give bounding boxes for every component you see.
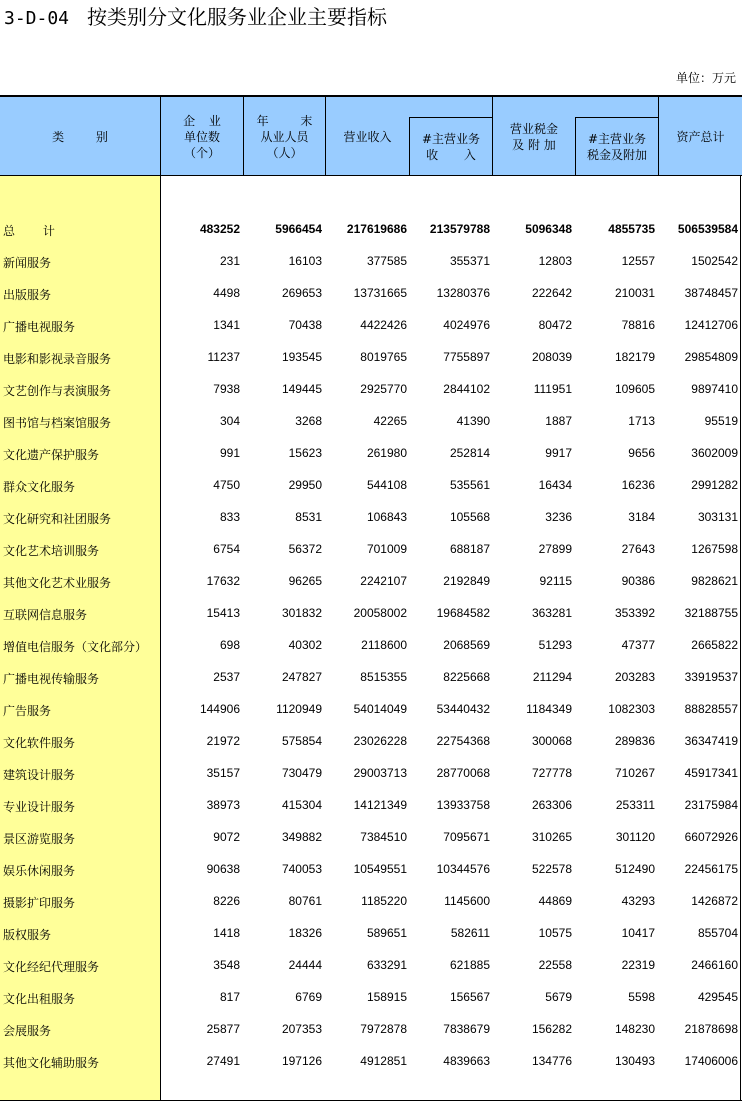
bottom-border [0,1100,742,1101]
row-value: 16236 [621,478,655,492]
table-row [0,726,742,758]
row-category: 摄影扩印服务 [3,896,76,910]
row-value: 415304 [281,798,322,812]
row-category: 互联网信息服务 [3,608,88,622]
row-value: 301832 [281,606,322,620]
row-category: 建筑设计服务 [3,768,76,782]
row-value: 231 [219,254,240,268]
row-value: 10417 [621,926,655,940]
row-value: 7384510 [360,830,407,844]
row-value: 4422426 [360,318,407,332]
row-value: 6769 [295,990,322,1004]
row-category: 广播电视服务 [3,320,76,334]
row-value: 855704 [697,926,738,940]
row-value: 253311 [615,798,655,812]
row-value: 621885 [449,958,490,972]
row-value: 363281 [531,606,572,620]
row-value: 740053 [281,862,322,876]
row-category: 娱乐休闲服务 [3,864,76,878]
row-category: 广播电视传输服务 [3,672,100,686]
table-row [0,886,742,918]
row-value: 193545 [281,350,322,364]
table-row [0,1046,742,1078]
table-code: 3-D-04 [4,8,70,29]
row-value: 304 [219,414,240,428]
row-value: 2466160 [691,958,738,972]
row-value: 4498 [213,286,240,300]
row-value: 10344576 [436,862,490,876]
row-value: 833 [219,510,240,524]
row-value: 28770068 [436,766,490,780]
row-value: 41390 [456,414,490,428]
row-value: 8225668 [443,670,490,684]
row-value: 217619686 [346,222,407,236]
row-value: 698 [219,638,240,652]
table-row [0,822,742,854]
row-value: 269653 [281,286,322,300]
row-value: 27491 [206,1054,240,1068]
row-category: 景区游览服务 [3,832,76,846]
row-category: 群众文化服务 [3,480,76,494]
row-value: 38748457 [684,286,738,300]
row-value: 633291 [366,958,407,972]
row-value: 7095671 [443,830,490,844]
row-category: 文化出租服务 [3,992,76,1006]
header-employees-line2: 从业人员 [260,129,309,144]
row-value: 991 [219,446,240,460]
header-main-revenue [410,118,492,176]
row-value: 148230 [614,1022,655,1036]
row-value: 261980 [366,446,407,460]
header-enterprises-line2: 单位数 [183,129,220,144]
row-value: 2991282 [691,478,738,492]
table-row [0,246,742,278]
row-value: 1426872 [691,894,738,908]
row-category: 出版服务 [3,288,52,302]
row-value: 12412706 [684,318,738,332]
row-value: 688187 [449,542,490,556]
row-value: 247827 [281,670,322,684]
row-category: 增值电信服务（文化部分） [3,640,148,654]
row-value: 727778 [531,766,572,780]
row-value: 8531 [295,510,322,524]
header-main-revenue-line1: #主营业务 [421,132,481,146]
row-value: 156567 [449,990,490,1004]
row-value: 38973 [206,798,240,812]
row-value: 222642 [531,286,572,300]
row-value: 2068569 [443,638,490,652]
row-value: 303131 [697,510,738,524]
row-value: 130493 [614,1054,655,1068]
row-category: 版权服务 [3,928,52,942]
table-row [0,790,742,822]
row-value: 1341 [213,318,240,332]
row-value: 301120 [615,830,655,844]
row-value: 44869 [538,894,572,908]
header-main-tax [576,118,658,176]
row-value: 5679 [545,990,572,1004]
table-row [0,982,742,1014]
table-row [0,470,742,502]
table-row [0,918,742,950]
row-value: 2844102 [443,382,490,396]
row-value: 66072926 [684,830,738,844]
header-category-label: 类 别 [52,129,108,144]
row-value: 45917341 [684,766,738,780]
row-category: 总 计 [3,224,67,238]
row-value: 144906 [199,702,240,716]
row-value: 1120949 [276,702,322,716]
row-value: 7972878 [360,1022,407,1036]
row-value: 18326 [288,926,322,940]
row-value: 1267598 [691,542,738,556]
row-category: 其他文化辅助服务 [3,1056,100,1070]
table-row [0,1014,742,1046]
row-value: 377585 [366,254,407,268]
row-value: 96265 [288,574,322,588]
row-value: 22319 [621,958,655,972]
row-value: 92115 [539,574,572,588]
row-value: 109605 [614,382,655,396]
row-value: 40302 [288,638,322,652]
table-row [0,950,742,982]
row-value: 17406006 [684,1054,738,1068]
row-category: 广告服务 [3,704,52,718]
row-value: 35157 [206,766,240,780]
row-value: 15413 [206,606,240,620]
header-assets [659,97,742,176]
row-value: 23175984 [684,798,738,812]
row-category: 文化经纪代理服务 [3,960,100,974]
row-value: 158915 [366,990,407,1004]
row-value: 5598 [628,990,655,1004]
row-category: 新闻服务 [3,256,52,270]
row-category: 其他文化艺术业服务 [3,576,112,590]
row-value: 10575 [538,926,572,940]
row-value: 20058002 [353,606,407,620]
row-value: 90386 [621,574,655,588]
row-value: 9917 [545,446,572,460]
row-value: 4855735 [608,222,655,236]
row-value: 506539584 [677,222,738,236]
table-row [0,534,742,566]
row-value: 211294 [532,670,572,684]
total-row [0,214,742,246]
header-employees [244,97,325,176]
table-row [0,278,742,310]
row-category: 文艺创作与表演服务 [3,384,112,398]
row-category: 文化遗产保护服务 [3,448,100,462]
row-value: 14121349 [353,798,407,812]
row-value: 22558 [538,958,572,972]
table-row [0,758,742,790]
row-value: 16434 [538,478,572,492]
header-category [0,97,160,176]
row-value: 15623 [288,446,322,460]
row-value: 19684582 [436,606,490,620]
row-value: 8019765 [360,350,407,364]
row-value: 5966454 [275,222,322,236]
header-revenue-label: 营业收入 [343,129,392,144]
row-value: 47377 [621,638,655,652]
row-value: 17632 [206,574,240,588]
row-value: 32188755 [684,606,738,620]
row-value: 349882 [281,830,322,844]
header-tax [493,97,575,176]
row-value: 3268 [295,414,322,428]
row-value: 263306 [531,798,572,812]
row-value: 16103 [288,254,322,268]
page-title [4,2,387,32]
row-value: 134776 [531,1054,572,1068]
header-main-revenue-line2: 收 入 [426,148,476,162]
header-enterprises-line3: （个） [183,145,220,160]
row-value: 544108 [366,478,407,492]
header-main-tax-line1: #主营业务 [587,132,647,146]
row-value: 22754368 [436,734,490,748]
row-value: 29950 [288,478,322,492]
table-row [0,310,742,342]
row-value: 710267 [614,766,655,780]
row-value: 25877 [206,1022,240,1036]
row-value: 1185220 [361,894,407,908]
row-value: 70438 [288,318,322,332]
table-row [0,630,742,662]
row-value: 53440432 [436,702,490,716]
table-row [0,342,742,374]
row-value: 149445 [281,382,322,396]
row-value: 4024976 [443,318,490,332]
row-value: 9828621 [691,574,738,588]
row-value: 1502542 [691,254,738,268]
row-value: 5096348 [525,222,572,236]
row-value: 730479 [281,766,322,780]
row-category: 文化研究和社团服务 [3,512,112,526]
unit-note: 单位：万元 [675,71,736,85]
row-value: 353392 [614,606,655,620]
row-value: 1418 [213,926,240,940]
row-value: 4839663 [443,1054,490,1068]
row-value: 8515355 [360,670,407,684]
row-value: 12803 [538,254,572,268]
row-value: 1082303 [608,702,655,716]
row-value: 3236 [545,510,572,524]
row-value: 182179 [614,350,655,364]
row-value: 6754 [213,542,240,556]
table-row [0,374,742,406]
row-value: 252814 [449,446,490,460]
row-value: 589651 [366,926,407,940]
row-value: 203283 [614,670,655,684]
row-value: 29003713 [353,766,407,780]
row-value: 1887 [545,414,572,428]
row-value: 23026228 [353,734,407,748]
row-value: 355371 [449,254,490,268]
row-value: 3184 [628,510,655,524]
table-row [0,662,742,694]
row-value: 197126 [281,1054,322,1068]
row-value: 80472 [538,318,572,332]
row-value: 310265 [531,830,572,844]
header-tax-line1: 营业税金 [509,121,558,136]
row-value: 95519 [704,414,738,428]
row-value: 3602009 [691,446,738,460]
header-tax-line2: 及 附 加 [512,137,556,152]
row-value: 90638 [206,862,240,876]
table-row [0,694,742,726]
row-value: 10549551 [353,862,407,876]
row-value: 21878698 [684,1022,738,1036]
table-row [0,502,742,534]
row-value: 106843 [366,510,407,524]
row-value: 9072 [213,830,240,844]
row-value: 22456175 [684,862,738,876]
row-value: 522578 [531,862,572,876]
row-value: 33919537 [684,670,738,684]
row-value: 43293 [621,894,655,908]
row-value: 88828557 [684,702,738,716]
row-value: 4750 [213,478,240,492]
row-category: 电影和影视录音服务 [3,352,112,366]
row-value: 210031 [614,286,655,300]
table-title: 按类别分文化服务业企业主要指标 [87,5,388,29]
row-value: 11237 [207,350,240,364]
row-value: 2118600 [361,638,407,652]
row-value: 1184349 [526,702,572,716]
table-row [0,598,742,630]
row-value: 29854809 [684,350,738,364]
row-value: 42265 [373,414,407,428]
row-value: 575854 [281,734,322,748]
row-value: 2665822 [691,638,738,652]
header-employees-line1: 年 末 [256,113,313,128]
header-enterprises [161,97,243,176]
row-value: 51293 [538,638,572,652]
row-category: 文化艺术培训服务 [3,544,100,558]
row-value: 213579788 [429,222,490,236]
table-row [0,438,742,470]
row-value: 582611 [450,926,490,940]
row-value: 9656 [628,446,655,460]
table-header [0,95,742,176]
row-value: 9897410 [691,382,738,396]
row-value: 208039 [531,350,572,364]
row-value: 817 [219,990,240,1004]
row-value: 2242107 [360,574,407,588]
row-value: 2192849 [443,574,490,588]
header-revenue [326,97,409,176]
row-value: 8226 [213,894,240,908]
row-value: 156282 [531,1022,572,1036]
header-enterprises-line1: 企 业 [183,113,221,128]
row-value: 80761 [288,894,322,908]
row-value: 207353 [281,1022,322,1036]
row-value: 27643 [621,542,655,556]
row-value: 13731665 [353,286,407,300]
row-value: 36347419 [684,734,738,748]
row-value: 13280376 [436,286,490,300]
row-category: 图书馆与档案馆服务 [3,416,112,430]
row-value: 12557 [621,254,655,268]
row-value: 56372 [288,542,322,556]
row-category: 专业设计服务 [3,800,76,814]
row-value: 2925770 [360,382,407,396]
row-value: 7838679 [443,1022,490,1036]
row-value: 300068 [531,734,572,748]
row-category: 会展服务 [3,1024,52,1038]
row-value: 3548 [213,958,240,972]
row-value: 13933758 [436,798,490,812]
row-value: 535561 [449,478,490,492]
row-value: 483252 [199,222,240,236]
table-row [0,854,742,886]
row-value: 27899 [538,542,572,556]
row-value: 701009 [366,542,407,556]
row-value: 4912851 [360,1054,407,1068]
row-value: 78816 [621,318,655,332]
row-value: 429545 [697,990,738,1004]
row-value: 24444 [288,958,322,972]
row-value: 111951 [533,382,572,396]
row-value: 7938 [213,382,240,396]
row-value: 21972 [206,734,240,748]
header-employees-line3: （人） [266,145,303,160]
row-value: 512490 [614,862,655,876]
row-value: 289836 [614,734,655,748]
row-value: 105568 [449,510,490,524]
header-main-tax-line2: 税金及附加 [586,148,647,162]
row-value: 7755897 [443,350,490,364]
header-assets-label: 资产总计 [676,129,725,144]
row-value: 1713 [628,414,655,428]
row-value: 54014049 [353,702,407,716]
row-value: 1145600 [444,894,490,908]
row-value: 2537 [213,670,240,684]
row-category: 文化软件服务 [3,736,76,750]
table-row [0,406,742,438]
table-row [0,566,742,598]
